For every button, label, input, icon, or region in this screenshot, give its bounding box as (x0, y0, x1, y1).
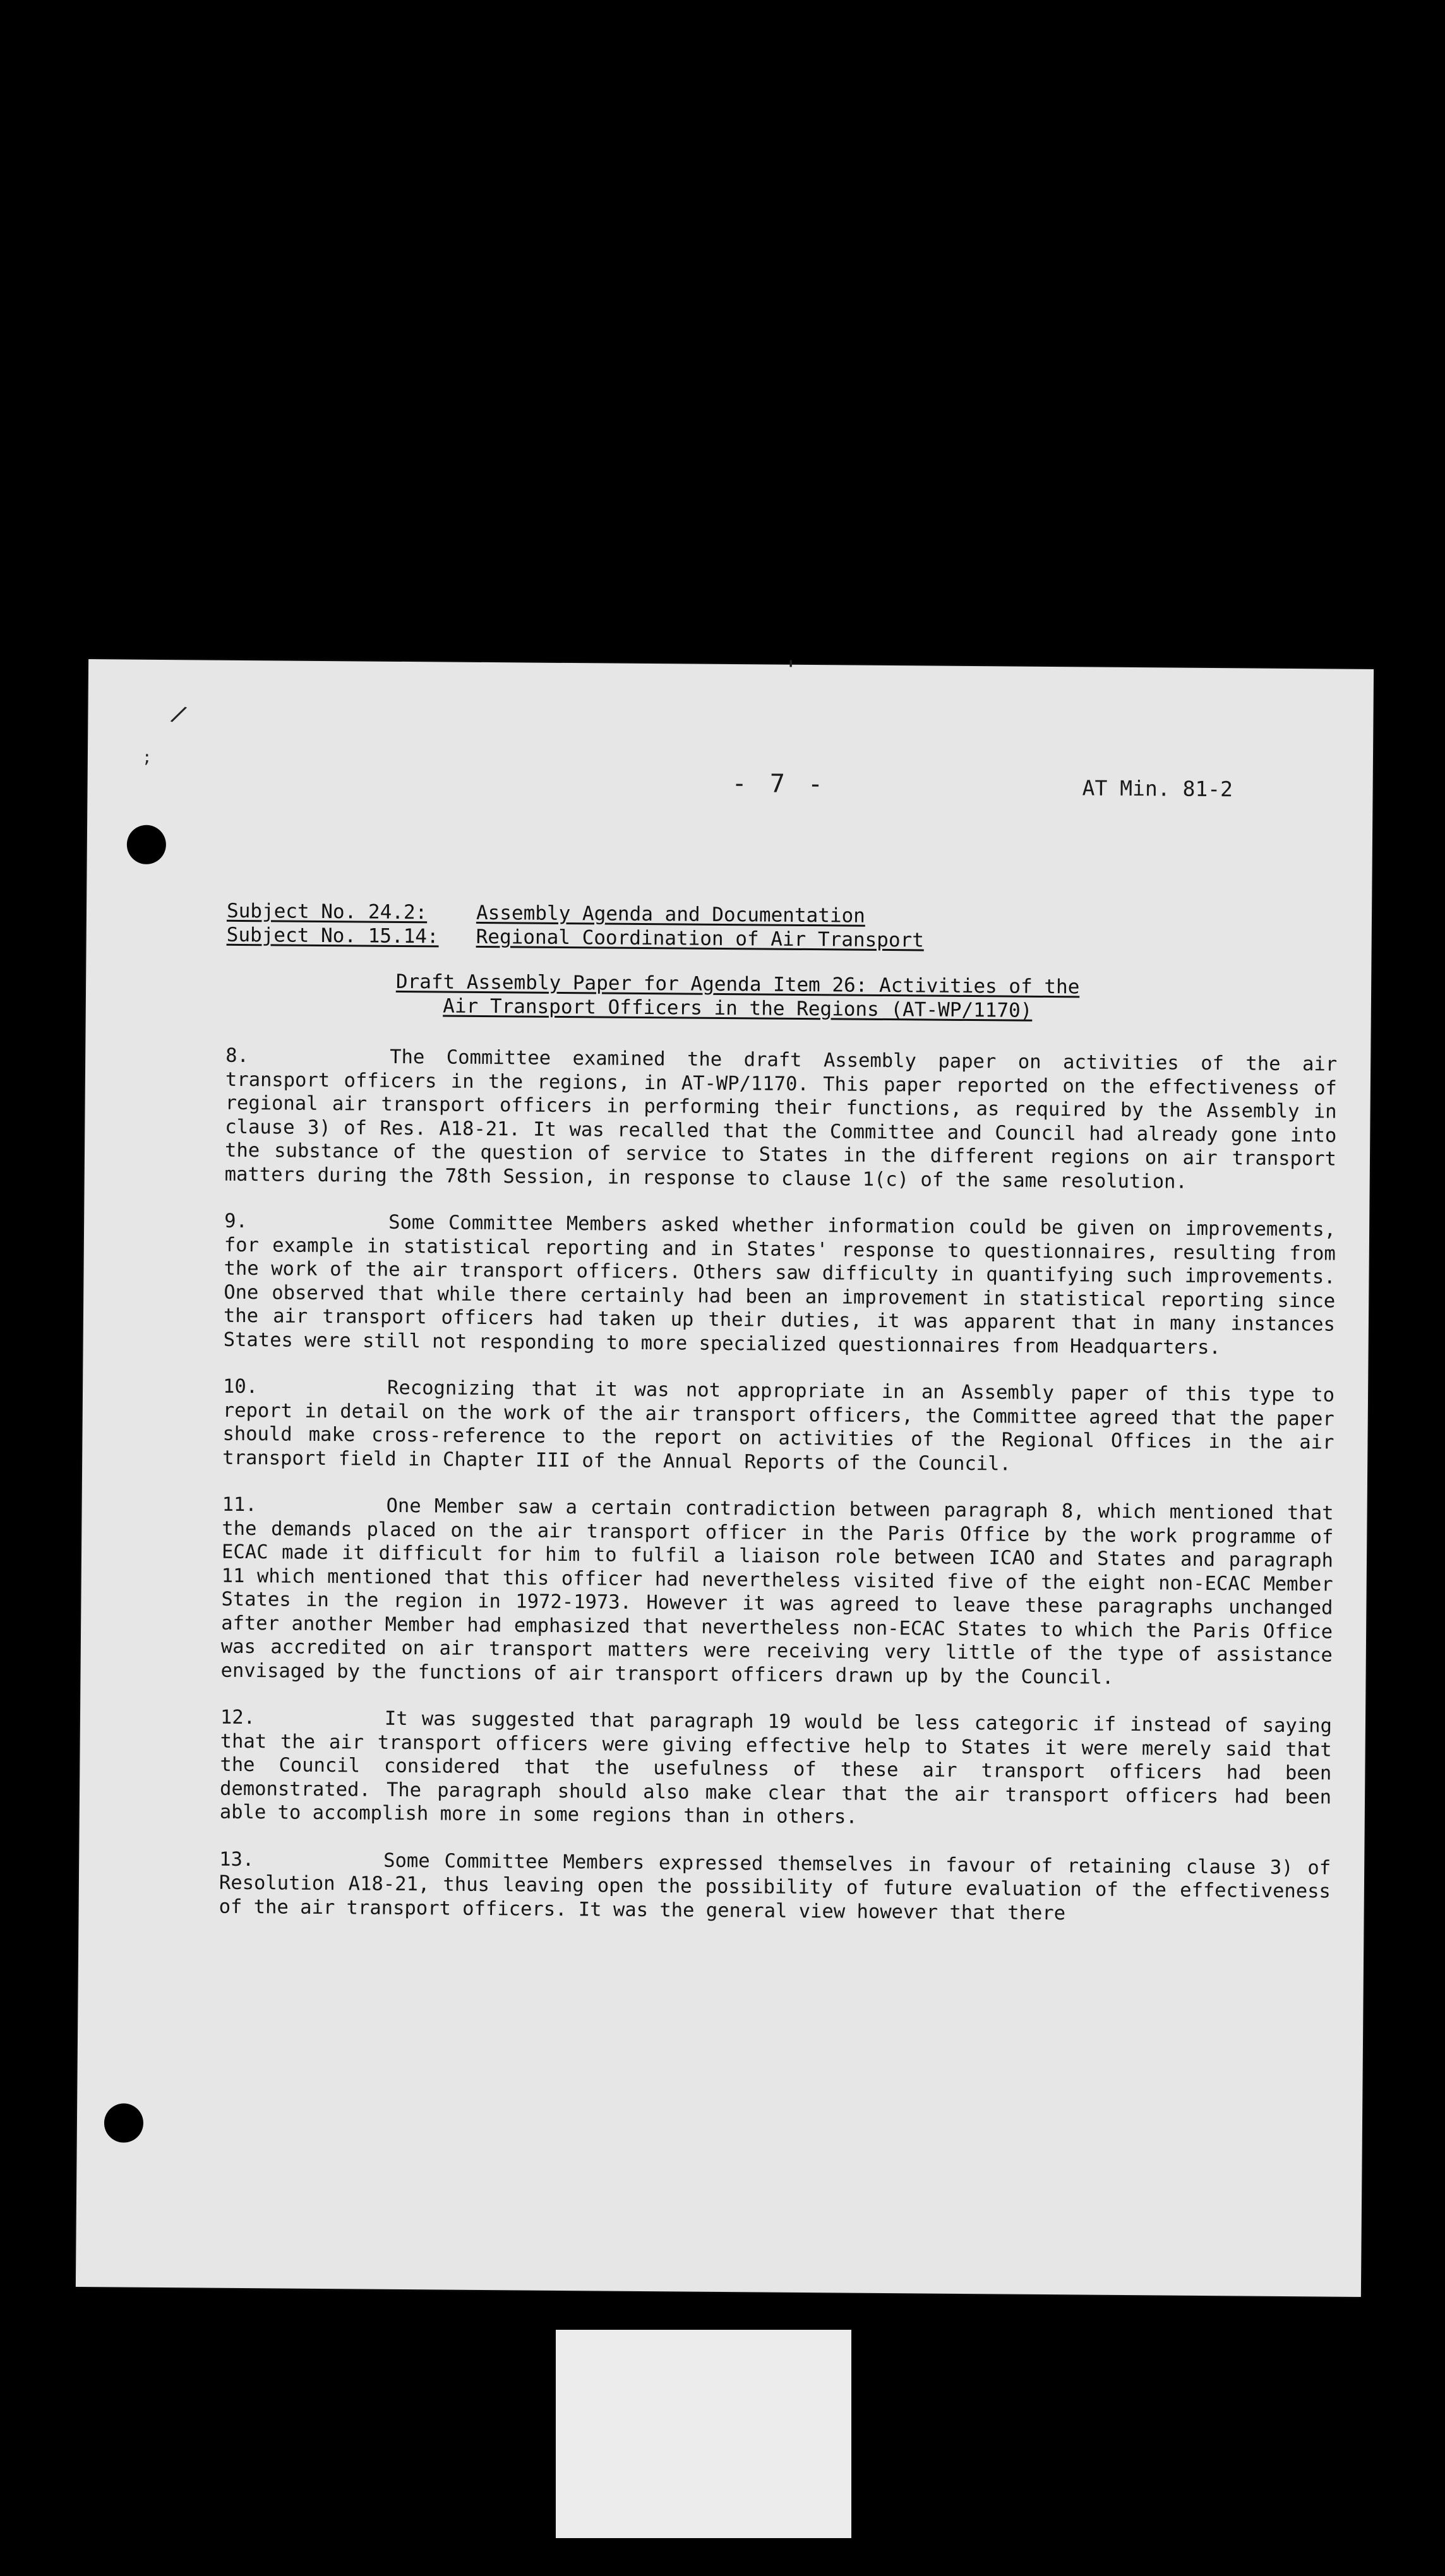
subject-row (227, 923, 924, 953)
paragraph-number: 10. (222, 1375, 258, 1398)
blank-target-slip (556, 2330, 851, 2538)
paragraph-text: The Committee examined the draft Assembly paper on activities of the air transport officers in the regions, in AT-WP/1170. This paper reported on the effectiveness of regional air transport officers in performing their functions, as required by the Assembly in clause 3) of Res. A18-21. It was recalled that the Committee and Council had already gone into the substance of the question of service to States in the different regions on air transport matters during the 78th Session, in response to clause 1(c) of the same resolution. (224, 1046, 1338, 1193)
paragraph (219, 1847, 1331, 1927)
paragraph-text: It was suggested that paragraph 19 would be less categoric if instead of saying that the air transport officers were giving effective help to States it were merely said that the Council considered that the usefulness of these air transport officers had been demonstrated. The paragraph should also make clear that the air transport officers had been able to accomplish more in some regions than in others. (219, 1707, 1333, 1828)
minutes-body (219, 1044, 1337, 1951)
draft-paper-title (226, 969, 1250, 1025)
subject-lines (227, 899, 925, 953)
draft-title-line-1: Draft Assembly Paper for Agenda Item 26: Activities of the (395, 970, 1080, 999)
paragraph-text: Some Committee Members asked whether information could be given on improvements, for example in statistical reporting and in States' response to questionnaires, resulting from the work of the air transport officers. Others saw difficulty in quantifying such improvements. One observed that while there certainly had been an improvement in statistical reporting since the air transport officers had taken up their duties, it was apparent that in many instances States were still not responding to more specialized questionnaires from Headquarters. (223, 1211, 1336, 1359)
subject-title: Regional Coordination of Air Transport (476, 925, 925, 952)
document-reference: AT Min. 81-2 (1082, 775, 1233, 802)
punch-hole-bottom (104, 2103, 143, 2142)
paragraph-text: One Member saw a certain contradiction between paragraph 8, which mentioned that the demands placed on the air transport officer in the Paris Office by the work programme of ECAC made it difficult for him to fulfil a liaison role between ICAO and States and paragraph 11 which mentioned that this officer had nevertheless visited five of the eight non-ECAC Member States in the region in 1972-1973. However it was agreed to leave these paragraphs unchanged after another Member had emphasized that nevertheless non-ECAC States to which the Paris Office was accredited on air transport matters were receiving very little of the type of assistance envisaged by the functions of air transport officers drawn up by the Council. (220, 1494, 1334, 1689)
paragraph-number: 11. (222, 1493, 257, 1517)
pen-mark: ; (141, 748, 152, 767)
paragraph (220, 1493, 1333, 1691)
paragraph (224, 1210, 1336, 1361)
paragraph-text: Some Committee Members expressed themselves in favour of retaining clause 3) of Resolution A18-21, thus leaving open the possibility of future evaluation of the effectiveness of the air transport officers. It was the general view however that there (219, 1849, 1331, 1924)
paragraph (222, 1375, 1334, 1479)
paragraph-number: 12. (220, 1706, 256, 1729)
draft-title-line-2: Air Transport Officers in the Regions (AT-WP/1170) (443, 994, 1033, 1022)
page-number: - 7 - (731, 769, 827, 799)
subject-number: Subject No. 24.2: (226, 899, 428, 924)
pen-mark: / (167, 700, 190, 729)
paragraph-text: Recognizing that it was not appropriate in an Assembly paper of this type to report in detail on the work of the air transport officers, the Committee agreed that the paper should make cross-reference to the report on activities of the Regional Offices in the air transport field in Chapter III of the Annual Reports of the Council. (222, 1376, 1335, 1476)
page-header (87, 764, 1372, 812)
paragraph-number: 13. (219, 1848, 255, 1871)
punch-hole-top (127, 825, 166, 864)
tear-mark: ' (782, 655, 799, 685)
paragraph-number: 8. (225, 1044, 249, 1068)
paragraph-number: 9. (224, 1210, 248, 1233)
paragraph (220, 1706, 1332, 1833)
subject-number: Subject No. 15.14: (226, 923, 439, 948)
document-page (76, 655, 1374, 2297)
subject-title: Assembly Agenda and Documentation (476, 901, 866, 927)
paragraph (225, 1044, 1338, 1195)
